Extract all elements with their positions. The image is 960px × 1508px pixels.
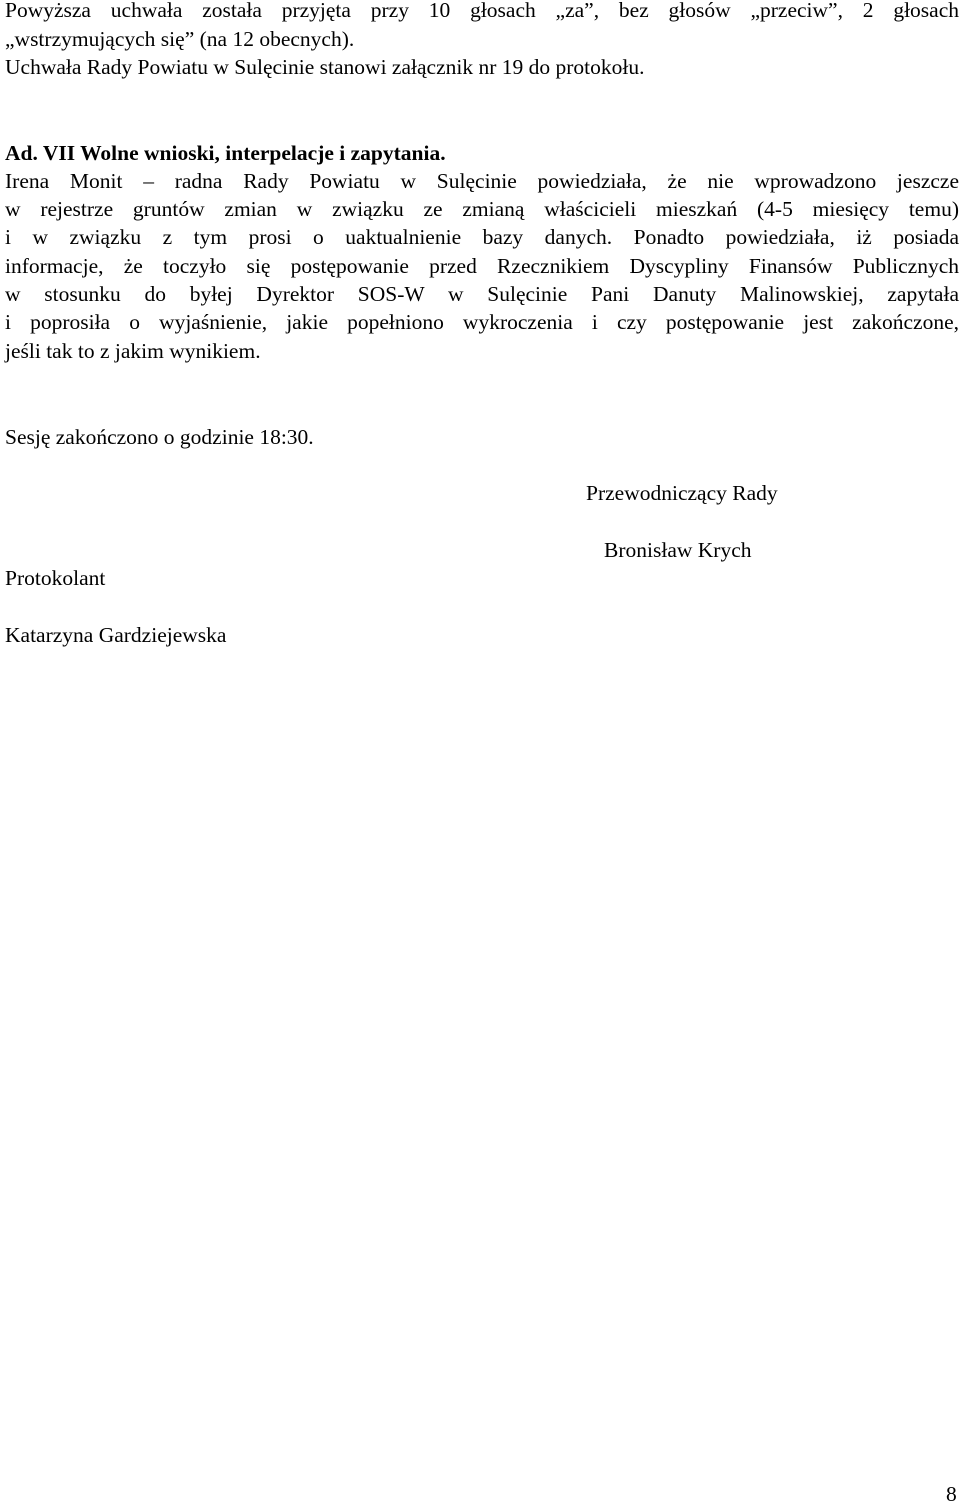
paragraph1-line-2: „wstrzymujących się” (na 12 obecnych). [5,27,355,51]
recorder-title: Protokolant [5,566,106,590]
paragraph2-line-1: Irena Monit – radna Rady Powiatu w Sulęcinie powiedziała, że nie wprowadzono jeszcze [5,169,959,193]
closing-statement: Sesję zakończono o godzinie 18:30. [5,425,314,449]
paragraph2-line-3: i w związku z tym prosi o uaktualnienie bazy danych. Ponadto powiedziała, iż posiada [5,225,959,249]
paragraph2-line-4: informacje, że toczyło się postępowanie przed Rzecznikiem Dyscypliny Finansów Publicznych [5,254,959,278]
paragraph2-line-7: jeśli tak to z jakim wynikiem. [5,339,261,363]
page-number: 8 [946,1482,957,1506]
paragraph1-line-1: Powyższa uchwała została przyjęta przy 10 głosach „za”, bez głosów „przeciw”, 2 głosach [5,0,959,22]
chair-name: Bronisław Krych [604,538,752,562]
paragraph2-line-6: i poprosiła o wyjaśnienie, jakie popełniono wykroczenia i czy postępowanie jest zakończone, [5,310,959,334]
paragraph2-line-2: w rejestrze gruntów zmian w związku ze zmianą właścicieli mieszkań (4-5 miesięcy temu) [5,197,959,221]
paragraph1-line-3: Uchwała Rady Powiatu w Sulęcinie stanowi załącznik nr 19 do protokołu. [5,55,645,79]
section-heading: Ad. VII Wolne wnioski, interpelacje i zapytania. [5,141,446,165]
paragraph2-line-5: w stosunku do byłej Dyrektor SOS-W w Sulęcinie Pani Danuty Malinowskiej, zapytała [5,282,959,306]
chair-title: Przewodniczący Rady [586,481,778,505]
recorder-name: Katarzyna Gardziejewska [5,623,227,647]
